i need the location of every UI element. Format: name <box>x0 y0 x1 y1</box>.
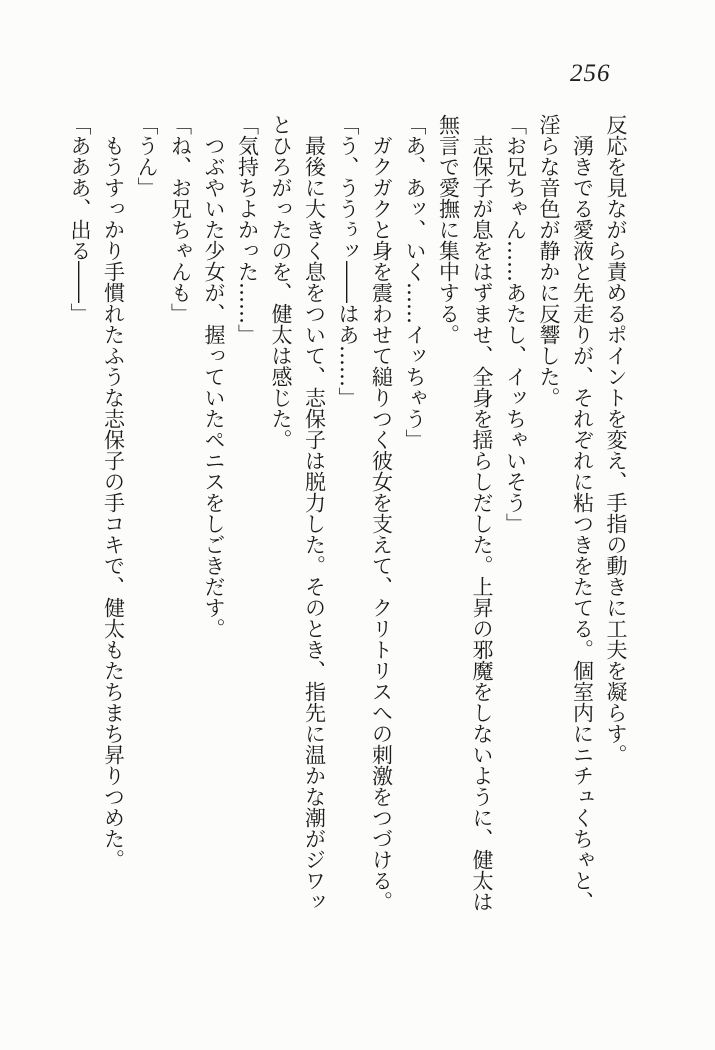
paragraph: 志保子が息をはずませ、全身を揺らしだした。上昇の邪魔をしないように、健太は無言で愛撫に集中する。 <box>436 114 494 912</box>
paragraph: 「う、ううぅッ――はあ……」 <box>336 114 360 408</box>
paragraph: 最後に大きく息をついて、志保子は脱力した。そのとき、指先に温かな潮がジワッとひろがったのを、健太は感じた。 <box>269 114 327 912</box>
paragraph: 「あ、あッ、いく……イッちゃう」 <box>403 114 427 450</box>
paragraph: 「うん」 <box>135 114 159 198</box>
paragraph: 反応を見ながら責めるポイントを変え、手指の動きに工夫を凝らす。 <box>604 114 628 765</box>
paragraph: 「お兄ちゃん……あたし、イッちゃいそう」 <box>503 114 528 534</box>
paragraph: もうすっかり手慣れたふうな志保子の手コキで、健太もたちまち昇りつめた。 <box>101 135 126 870</box>
paragraph: ガクガクと身を震わせて縋りつく彼女を支えて、クリトリスへの刺激をつづける。 <box>369 135 394 912</box>
page-number: 256 <box>570 60 611 87</box>
vertical-text-block <box>63 114 633 924</box>
paragraph: 「あああ、出る――」 <box>68 114 92 324</box>
paragraph: つぶやいた少女が、握っていたペニスをしごきだす。 <box>202 135 226 639</box>
paragraph: 「ね、お兄ちゃんも」 <box>168 114 193 324</box>
paragraph: 湧きでる愛液と先走りが、それぞれに粘つきをたてる。個室内にニチュくちゃと、淫らな音色が静かに反響した。 <box>537 114 595 912</box>
paragraph: 「気持ちよかった……」 <box>235 114 260 345</box>
